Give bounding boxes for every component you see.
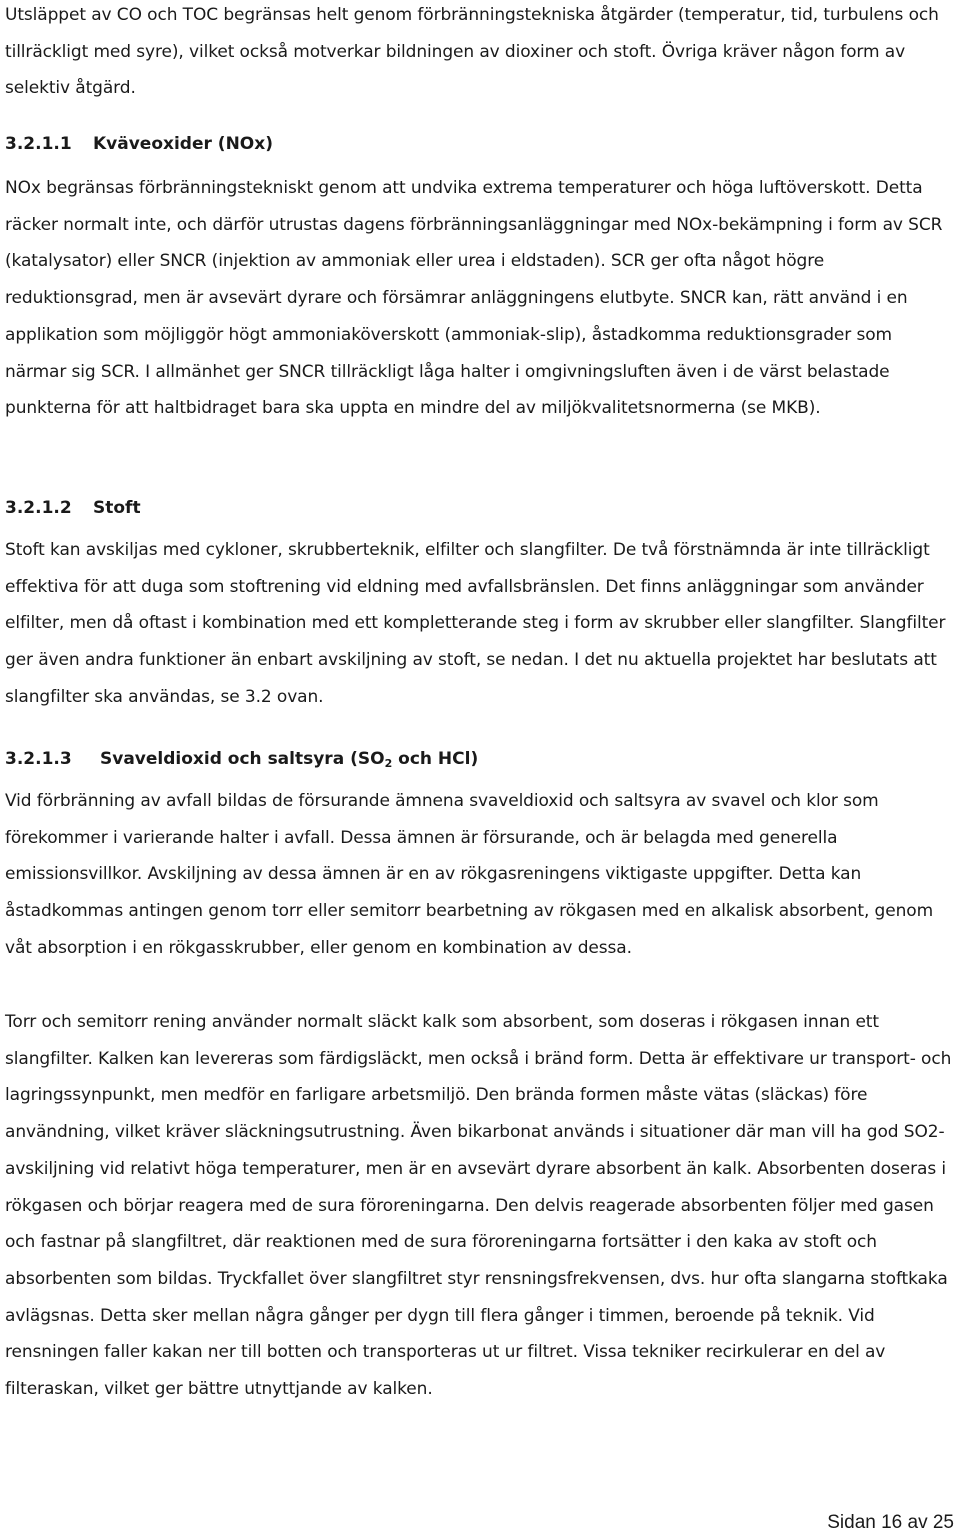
paragraph-stoft: Stoft kan avskiljas med cykloner, skrubberteknik, elfilter och slangfilter. De två förstnämnda är inte tillräckligt effektiva för att duga som stoftrening vid eldning med avfallsbränslen. Det finns anläggningar som använder elfilter, men då oftast i kombination med ett kompletterande steg i form av skrubber eller slangfilter. Slangfilter ger även andra funktioner än enbart avskiljning av stoft, se nedan. I det nu aktuella projektet har beslutats att slangfilter ska användas, se 3.2 ovan. xyxy=(5,540,946,707)
heading-stoft-title: Stoft xyxy=(93,498,141,518)
heading-nox-number: 3.2.1.1 xyxy=(5,134,72,154)
paragraph-torr: Torr och semitorr rening använder normalt släckt kalk som absorbent, som doseras i rökgasen innan ett slangfilter. Kalken kan levereras som färdigsläckt, men också i bränd form. Detta är effektivare ur transport- och lagringssynpunkt, men medför en farligare arbetsmiljö. Den brända formen måste vätas (släckas) före användning, vilket kräver släckningsutrustning. Även bikarbonat används i situationer där man vill ha god SO2-avskiljning vid relativt höga temperaturer, men är en avsevärt dyrare absorbent än kalk. Absorbenten doseras i rökgasen och börjar reagera med de sura föroreningarna. Den delvis reagerade absorbenten följer med gasen och fastnar på slangfiltret, där reaktionen med de sura föroreningarna fortsätter i den kaka av stoft och absorbenten som bildas. Tryckfallet över slangfiltret styr rensningsfrekvensen, dvs. hur ofta slangarna stoftkaka avlägsnas. Detta sker mellan några gånger per dygn till flera gånger i timmen, beroende på teknik. Vid rensningen faller kakan ner till botten och transporteras ut ur filtret. Vissa tekniker recirkulerar en del av filteraskan, vilket ger bättre utnyttjande av kalken. xyxy=(5,1012,952,1400)
heading-nox-title: Kväveoxider (NOx) xyxy=(93,134,273,154)
paragraph-svavel: Vid förbränning av avfall bildas de försurande ämnena svaveldioxid och saltsyra av svavel och klor som förekommer i varierande halter i avfall. Dessa ämnen är försurande, och är belagda med generella emissionsvillkor. Avskiljning av dessa ämnen är en av rökgasreningens viktigaste uppgifter. Detta kan åstadkommas antingen genom torr eller semitorr bearbetning av rökgasen med en alkalisk absorbent, genom våt absorption i en rökgasskrubber, eller genom en kombination av dessa. xyxy=(5,791,934,958)
heading-stoft-number: 3.2.1.2 xyxy=(5,498,72,518)
paragraph-nox: NOx begränsas förbränningstekniskt genom att undvika extrema temperaturer och höga luftöverskott. Detta räcker normalt inte, och därför utrustas dagens förbränningsanläggningar med NOx-bekämpning i form av SCR (katalysator) eller SNCR (injektion av ammoniak eller urea i eldstaden). SCR ger ofta något högre reduktionsgrad, men är avsevärt dyrare och försämrar anläggningens elutbyte. SNCR kan, rätt använd i en applikation som möjliggör högt ammoniaköverskott (ammoniak-slip), åstadkomma reduktionsgrader som närmar sig SCR. I allmänhet ger SNCR tillräckligt låga halter i omgivningsluften även i de värst belastade punkterna för att haltbidraget bara ska uppta en mindre del av miljökvalitetsnormerna (se MKB). xyxy=(5,178,943,419)
page-number-footer: Sidan 16 av 25 xyxy=(827,1512,954,1533)
heading-stoft xyxy=(5,496,141,520)
heading-svavel xyxy=(5,747,478,771)
heading-svavel-title-post: och HCl) xyxy=(392,749,479,769)
heading-svavel-title-pre: Svaveldioxid och saltsyra (SO xyxy=(100,749,385,769)
paragraph-intro: Utsläppet av CO och TOC begränsas helt genom förbränningstekniska åtgärder (temperatur, tid, turbulens och tillräckligt med syre), vilket också motverkar bildningen av dioxiner och stoft. Övriga kräver någon form av selektiv åtgärd. xyxy=(5,5,939,99)
heading-svavel-subscript: 2 xyxy=(384,757,393,770)
heading-nox xyxy=(5,132,273,156)
heading-svavel-number: 3.2.1.3 xyxy=(5,749,72,769)
